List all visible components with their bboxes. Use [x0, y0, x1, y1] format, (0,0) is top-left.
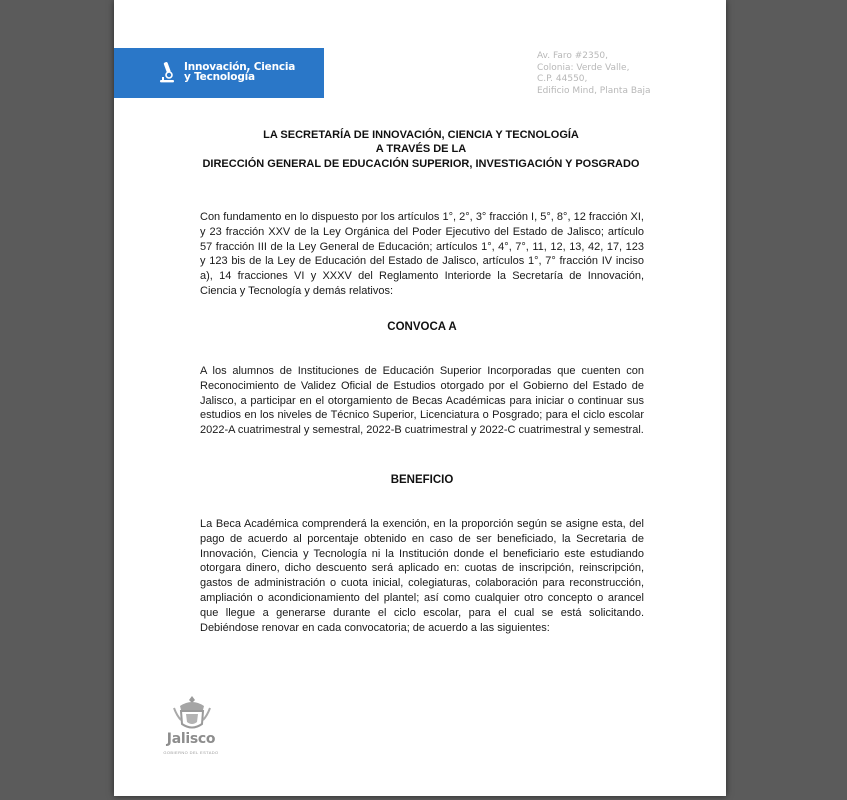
document-page — [114, 0, 726, 796]
brand-line-1: Innovación, Ciencia — [184, 61, 296, 73]
microscope-icon — [158, 61, 176, 85]
title-line-2: A TRAVÉS DE LA — [375, 143, 467, 156]
address-line: C.P. 44550, — [537, 74, 588, 84]
address-line: Av. Faro #2350, — [537, 51, 609, 61]
section-heading-convoca: CONVOCA A — [387, 321, 457, 333]
legal-basis-paragraph: Con fundamento en lo dispuesto por los artículos 1°, 2°, 3° fracción I, 5°, 8°, 12 fracción XI, y 23 fracción XXV de la Ley Orgánica del Poder Ejecutivo del Estado de Jalisco; artículo 57 fracción III de la Ley General de Educación; artículos 1°, 4°, 7°, 11, 12, 13, 42, 17, 123 y 123 bis de la Ley de Educación del Estado de Jalisco, artículos 1°, 7° fracción IV inciso a), 14 fracciones VI y XXXV del Reglamento Interiorde la Secretaría de Innovación, Ciencia y Tecnología y demás relativos: — [200, 211, 644, 297]
letterhead-banner — [114, 48, 324, 98]
crest-icon — [172, 694, 212, 732]
title-line-1: LA SECRETARÍA DE INNOVACIÓN, CIENCIA Y TECNOLOGÍA — [263, 129, 579, 141]
jalisco-subtext: GOBIERNO DEL ESTADO — [163, 750, 219, 755]
title-line-3: DIRECCIÓN GENERAL DE EDUCACIÓN SUPERIOR, INVESTIGACIÓN Y POSGRADO — [202, 157, 640, 170]
brand-line-2: y Tecnología — [184, 71, 255, 83]
address-block — [537, 51, 651, 97]
address-line: Colonia: Verde Valle, — [537, 62, 630, 73]
convocation-paragraph: A los alumnos de Instituciones de Educación Superior Incorporadas que cuenten con Reconocimiento de Validez Oficial de Estudios otorgado por el Gobierno del Estado de Jalisco, a participar en el otorgamiento de Becas Académicas para iniciar o continuar sus estudios en los niveles de Técnico Superior, Licenciatura o Posgrado; para el ciclo escolar 2022-A cuatrimestral y semestral, 2022-B cuatrimestral y 2022-C cuatrimestral y semestral. — [200, 365, 644, 437]
section-heading-beneficio: BENEFICIO — [390, 474, 454, 486]
jalisco-logo — [158, 694, 228, 760]
benefit-paragraph: La Beca Académica comprenderá la exención, en la proporción según se asigne esta, del pago de acuerdo al porcentaje obtenido en caso de ser beneficiado, la Secretaria de Innovación, Ciencia y Tecnología ni la Institución donde el beneficiario este estudiando otorgara dinero, dicho descuento será aplicado en: cuotas de inscripción, reinscripción, gastos de administración o cuota inicial, colegiaturas, colaboración para reconstrucción, ampliación o acondicionamiento del plantel; así como cualquier otro concepto o arancel que llegue a generarse durante el ciclo escolar, para el cual se está solicitando. Debiéndose renovar en cada convocatoria; de acuerdo a las siguientes: — [200, 518, 644, 634]
address-line: Edificio Mind, Planta Baja — [537, 85, 651, 96]
jalisco-wordmark: Jalisco — [166, 731, 216, 747]
brand-name — [184, 62, 295, 82]
document-title — [174, 128, 668, 171]
